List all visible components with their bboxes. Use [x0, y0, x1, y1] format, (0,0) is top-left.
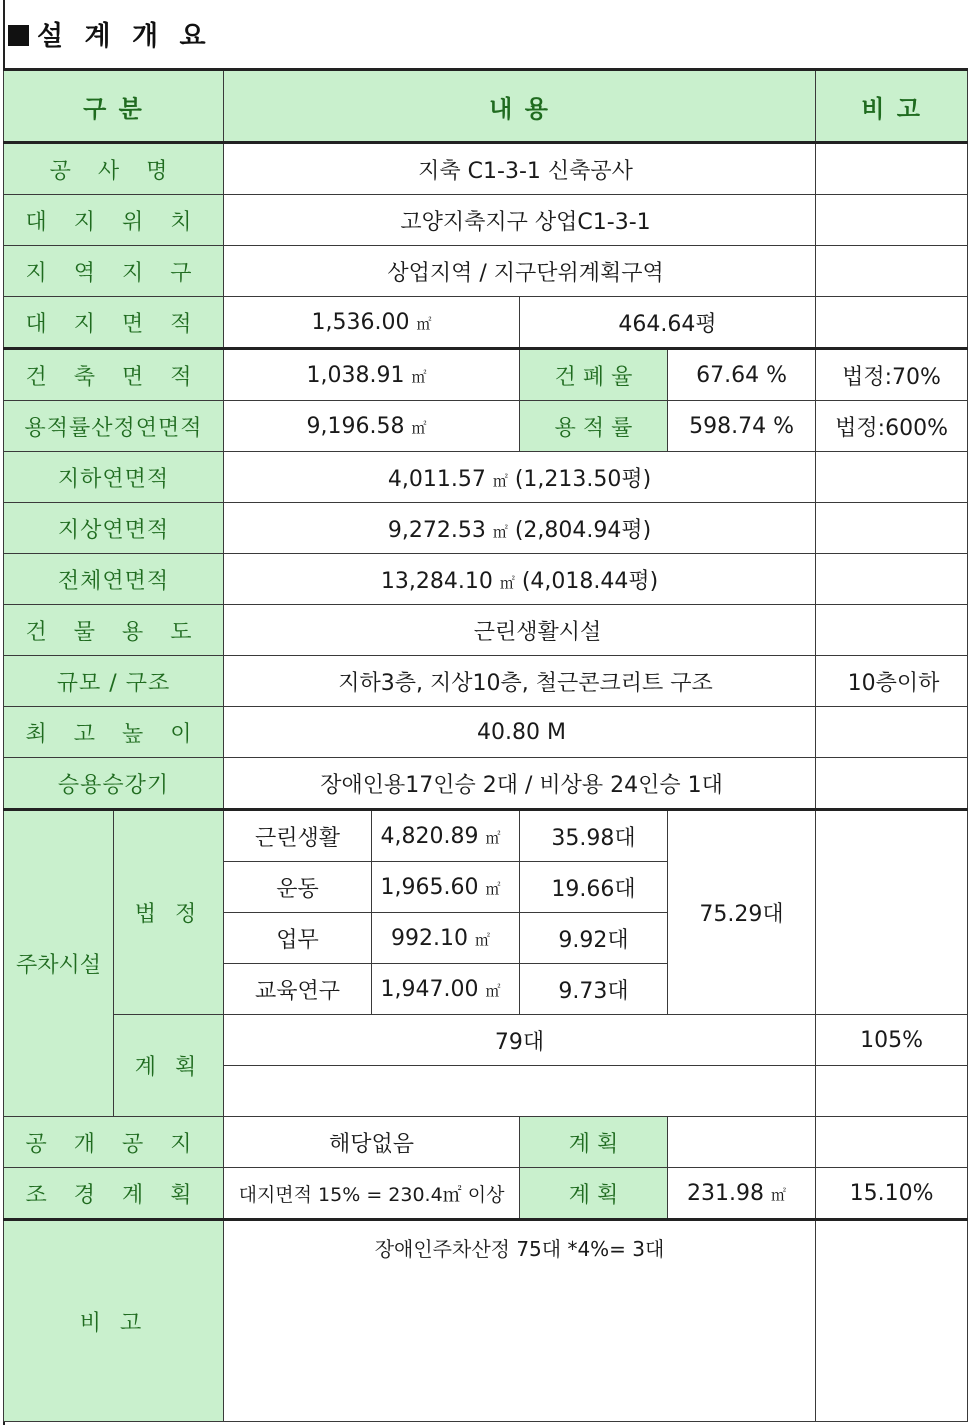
- table-row: [4, 503, 968, 554]
- parking-area-sqm: 992.10: [391, 925, 468, 951]
- elevator-value: 장애인용17인승 2대 / 비상용 24인승 1대: [224, 758, 816, 810]
- empty-note-cell: [816, 503, 968, 554]
- empty-note-cell: [816, 143, 968, 195]
- coverage-ratio-note: 법정:70%: [816, 349, 968, 401]
- site-area-sqm-cell: [224, 297, 520, 349]
- row-label: 최 고 높 이: [4, 707, 224, 758]
- row-label: 지상연면적: [4, 503, 224, 554]
- unit-sqm: ㎡: [499, 573, 515, 592]
- coverage-ratio-value: 67.64 %: [668, 349, 816, 401]
- empty-note-cell: [816, 810, 968, 1015]
- far-ratio-value: 598.74 %: [668, 401, 816, 452]
- unit-sqm: ㎡: [411, 367, 427, 386]
- parking-area-sqm: 1,947.00: [380, 976, 479, 1002]
- parking-plan-value: 79대: [224, 1015, 816, 1066]
- total-area-sqm: 13,284.10: [380, 568, 493, 594]
- landscape-value: 대지면적 15% = 230.4㎡ 이상: [224, 1168, 520, 1220]
- page-title-text: 설 계 개 요: [37, 21, 212, 52]
- empty-note-cell: [816, 297, 968, 349]
- empty-note-cell: [816, 554, 968, 605]
- parking-cars: 35.98대: [520, 810, 668, 862]
- parking-use: 교육연구: [224, 964, 372, 1015]
- empty-note-cell: [816, 1220, 968, 1422]
- table-row: [4, 401, 968, 452]
- table-row: [4, 349, 968, 401]
- table-row: [4, 707, 968, 758]
- landscape-note: 15.10%: [816, 1168, 968, 1220]
- zoning-value: 상업지역 / 지구단위계획구역: [224, 246, 816, 297]
- row-label: 승용승강기: [4, 758, 224, 810]
- coverage-ratio-label: 건 폐 율: [520, 349, 668, 401]
- parking-area-cell: [372, 810, 520, 862]
- parking-cars: 9.92대: [520, 913, 668, 964]
- table-row: [4, 452, 968, 503]
- empty-note-cell: [816, 707, 968, 758]
- parking-legal-label: 법 정: [114, 810, 224, 1015]
- far-ratio-note: 법정:600%: [816, 401, 968, 452]
- empty-note-cell: [816, 246, 968, 297]
- empty-cell: [224, 1066, 816, 1117]
- parking-area-cell: [372, 964, 520, 1015]
- table-row: [4, 246, 968, 297]
- far-area-cell: [224, 401, 520, 452]
- row-label: 지 역 지 구: [4, 246, 224, 297]
- parking-area-cell: [372, 862, 520, 913]
- building-area-cell: [224, 349, 520, 401]
- project-name-value: 지축 C1-3-1 신축공사: [224, 143, 816, 195]
- row-label: 전체연면적: [4, 554, 224, 605]
- landscape-plan-label: 계 획: [520, 1168, 668, 1220]
- row-label: 대 지 면 적: [4, 297, 224, 349]
- table-row: [4, 195, 968, 246]
- header-remarks: 비 고: [816, 70, 968, 143]
- row-label: 조 경 계 획: [4, 1168, 224, 1220]
- scale-note: 10층이하: [816, 656, 968, 707]
- row-label: 용적률산정연면적: [4, 401, 224, 452]
- parking-area-cell: [372, 913, 520, 964]
- square-bullet-icon: [8, 25, 29, 46]
- parking-area-sqm: 4,820.89: [380, 823, 479, 849]
- open-space-plan-label: 계 획: [520, 1117, 668, 1168]
- row-label: 규모 / 구조: [4, 656, 224, 707]
- table-row: [4, 1220, 968, 1422]
- row-label: 지하연면적: [4, 452, 224, 503]
- row-label: 건 물 용 도: [4, 605, 224, 656]
- site-area-sqm: 1,536.00: [311, 309, 410, 335]
- above-area-cell: [224, 503, 816, 554]
- unit-sqm: ㎡: [485, 828, 501, 847]
- far-area-sqm: 9,196.58: [306, 413, 405, 439]
- site-location-value: 고양지축지구 상업C1-3-1: [224, 195, 816, 246]
- table-row: [4, 810, 968, 862]
- open-space-value: 해당없음: [224, 1117, 520, 1168]
- above-area-pyeong: (2,804.94평): [514, 517, 652, 543]
- empty-note-cell: [816, 195, 968, 246]
- table-row: [4, 1117, 968, 1168]
- empty-note-cell: [816, 605, 968, 656]
- header-content: 내 용: [224, 70, 816, 143]
- empty-cell: [668, 1117, 816, 1168]
- unit-sqm: ㎡: [492, 471, 508, 490]
- basement-area-pyeong: (1,213.50평): [514, 466, 652, 492]
- parking-cars: 19.66대: [520, 862, 668, 913]
- empty-note-cell: [816, 1117, 968, 1168]
- scale-value: 지하3층, 지상10층, 철근콘크리트 구조: [224, 656, 816, 707]
- parking-use: 업무: [224, 913, 372, 964]
- remarks-value: 장애인주차산정 75대 *4%= 3대: [224, 1220, 816, 1422]
- building-area-sqm: 1,038.91: [306, 362, 405, 388]
- table-row: [4, 1015, 968, 1066]
- landscape-plan-sqm: 231.98: [687, 1180, 765, 1206]
- parking-label: 주차시설: [4, 810, 114, 1117]
- far-ratio-label: 용 적 률: [520, 401, 668, 452]
- table-header-row: [4, 70, 968, 143]
- empty-note-cell: [816, 1066, 968, 1117]
- parking-cars: 9.73대: [520, 964, 668, 1015]
- unit-sqm: ㎡: [475, 930, 491, 949]
- unit-sqm: ㎡: [411, 418, 427, 437]
- page-title: [8, 14, 212, 53]
- header-category: 구 분: [4, 70, 224, 143]
- unit-sqm: ㎡: [485, 879, 501, 898]
- total-area-pyeong: (4,018.44평): [521, 568, 659, 594]
- table-row: [4, 1168, 968, 1220]
- remarks-label: 비 고: [4, 1220, 224, 1422]
- unit-sqm: ㎡: [485, 981, 501, 1000]
- table-row: [4, 605, 968, 656]
- parking-use: 근린생활: [224, 810, 372, 862]
- row-label: 공 개 공 지: [4, 1117, 224, 1168]
- site-area-pyeong: 464.64평: [520, 297, 816, 349]
- parking-plan-note: 105%: [816, 1015, 968, 1066]
- unit-sqm: ㎡: [492, 522, 508, 541]
- parking-area-sqm: 1,965.60: [380, 874, 479, 900]
- table-row: [4, 143, 968, 195]
- height-value: 40.80 M: [224, 707, 816, 758]
- row-label: 대 지 위 치: [4, 195, 224, 246]
- parking-plan-label: 계 획: [114, 1015, 224, 1117]
- above-area-sqm: 9,272.53: [387, 517, 486, 543]
- table-row: [4, 656, 968, 707]
- table-row: [4, 554, 968, 605]
- empty-note-cell: [816, 758, 968, 810]
- table-row: [4, 758, 968, 810]
- design-overview-table: [3, 68, 968, 1422]
- parking-legal-total: 75.29대: [668, 810, 816, 1015]
- unit-sqm: ㎡: [771, 1185, 787, 1204]
- empty-note-cell: [816, 452, 968, 503]
- basement-area-cell: [224, 452, 816, 503]
- table-row: [4, 297, 968, 349]
- total-area-cell: [224, 554, 816, 605]
- parking-use: 운동: [224, 862, 372, 913]
- row-label: 건 축 면 적: [4, 349, 224, 401]
- unit-sqm: ㎡: [416, 314, 432, 333]
- landscape-plan-cell: [668, 1168, 816, 1220]
- row-label: 공 사 명: [4, 143, 224, 195]
- building-use-value: 근린생활시설: [224, 605, 816, 656]
- basement-area-sqm: 4,011.57: [387, 466, 486, 492]
